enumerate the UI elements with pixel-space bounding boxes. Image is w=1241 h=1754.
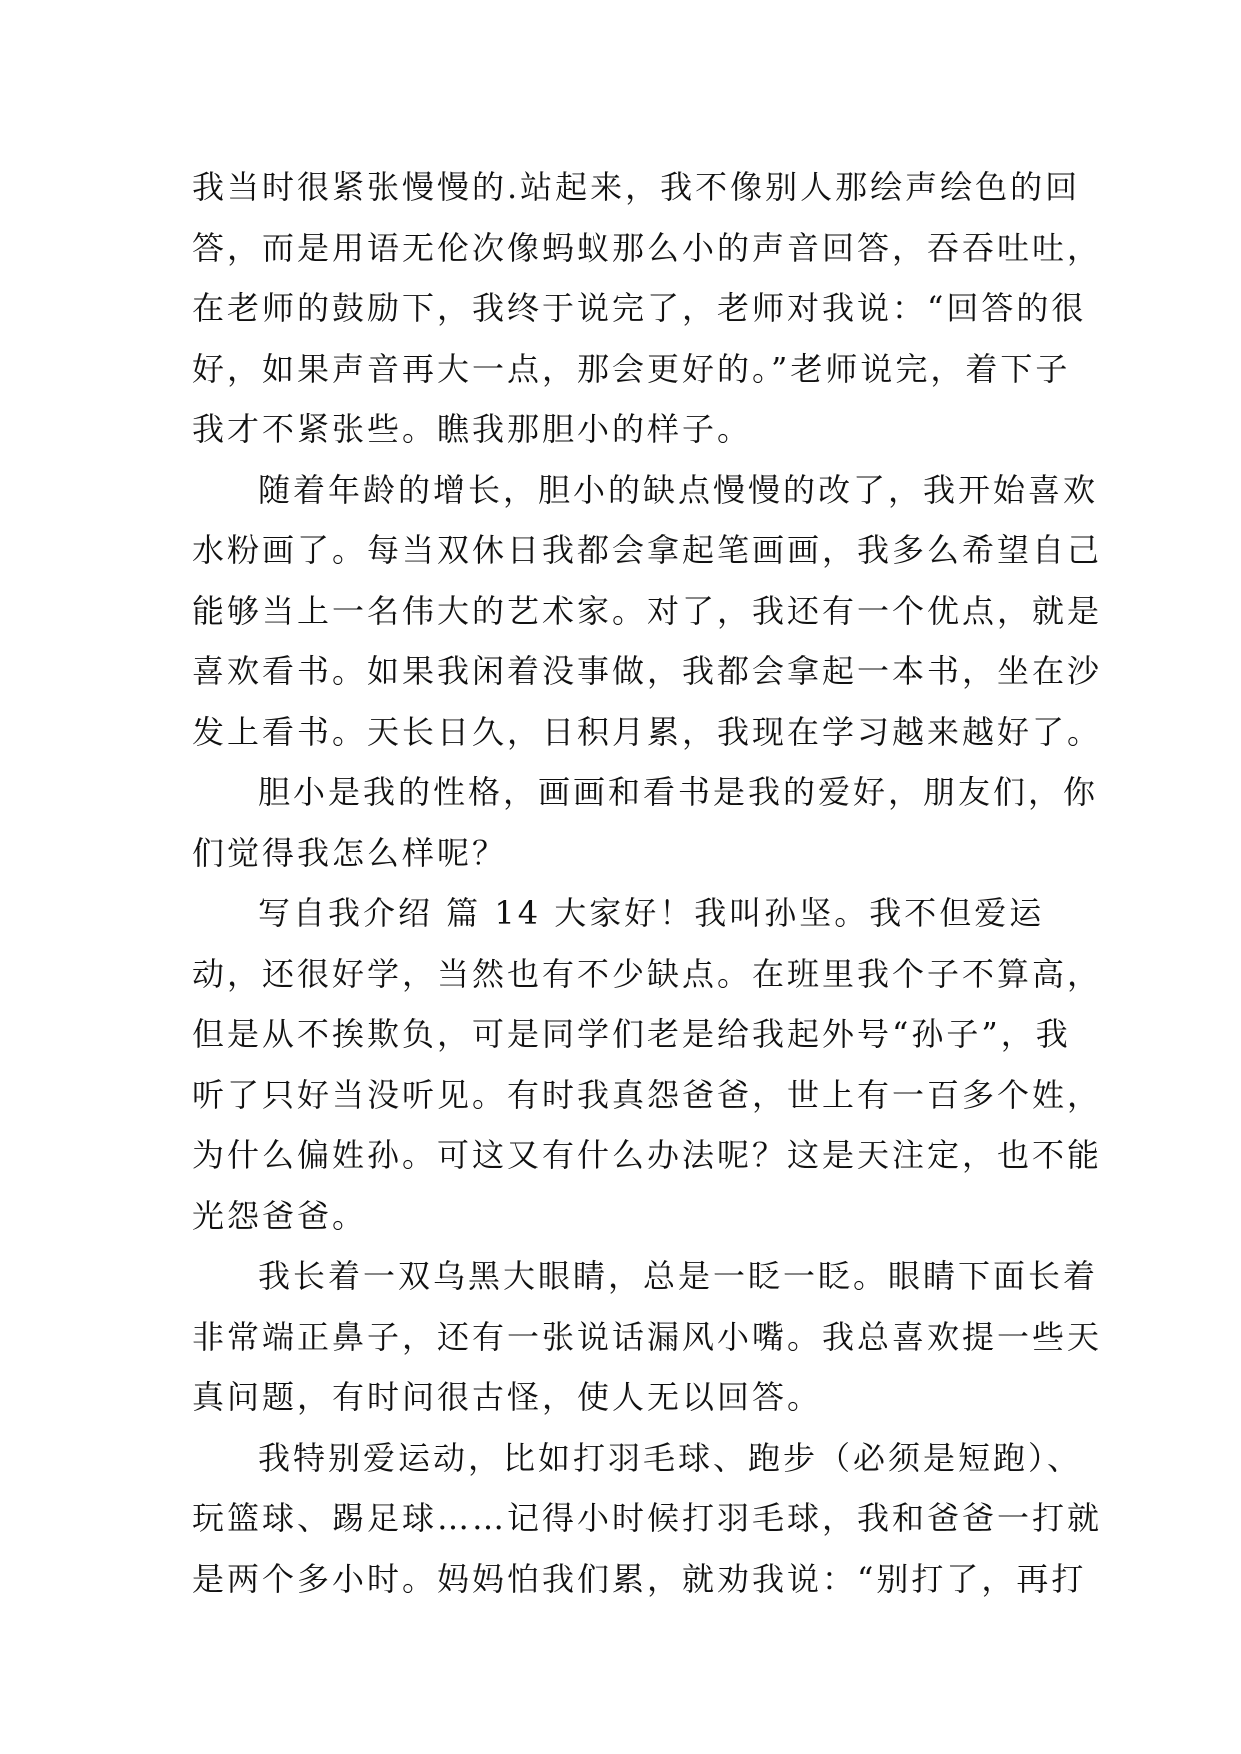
text-line: 为什么偏姓孙。可这又有什么办法呢？这是天注定，也不能 bbox=[192, 1136, 1103, 1174]
paragraph-first-line: 我特别爱运动，比如打羽毛球、跑步（必须是短跑）、 bbox=[258, 1438, 1083, 1477]
text-line: 喜欢看书。如果我闲着没事做，我都会拿起一本书，坐在沙 bbox=[192, 652, 1103, 690]
paragraph-first-line: 胆小是我的性格，画画和看书是我的爱好，朋友们，你 bbox=[258, 773, 1099, 811]
text-line: 真问题，有时问很古怪，使人无以回答。 bbox=[192, 1378, 823, 1416]
text-line: 玩篮球、踢足球……记得小时候打羽毛球，我和爸爸一打就 bbox=[192, 1499, 1103, 1537]
text-line: 听了只好当没听见。有时我真怨爸爸，世上有一百多个姓， bbox=[192, 1075, 1103, 1114]
text-line: 们觉得我怎么样呢？ bbox=[192, 833, 508, 872]
text-line: 在老师的鼓励下，我终于说完了，老师对我说：“回答的很 bbox=[192, 289, 1087, 327]
text-line: 我才不紧张些。瞧我那胆小的样子。 bbox=[192, 410, 753, 448]
text-line: 我当时很紧张慢慢的.站起来，我不像别人那绘声绘色的回 bbox=[192, 168, 1081, 206]
paragraph-first-line: 随着年龄的增长，胆小的缺点慢慢的改了，我开始喜欢 bbox=[258, 470, 1099, 509]
text-line: 水粉画了。每当双休日我都会拿起笔画画，我多么希望自己 bbox=[192, 531, 1103, 569]
section-heading-line: 写自我介绍 篇 14 大家好！我叫孙坚。我不但爱运 bbox=[258, 894, 1045, 932]
text-line: 能够当上一名伟大的艺术家。对了，我还有一个优点，就是 bbox=[192, 591, 1103, 630]
text-line: 但是从不挨欺负，可是同学们老是给我起外号“孙子”，我 bbox=[192, 1015, 1071, 1053]
text-line: 好，如果声音再大一点，那会更好的。”老师说完，着下子 bbox=[192, 349, 1071, 388]
paragraph-first-line: 我长着一双乌黑大眼睛，总是一眨一眨。眼睛下面长着 bbox=[258, 1257, 1099, 1295]
text-line: 答，而是用语无伦次像蚂蚁那么小的声音回答，吞吞吐吐， bbox=[192, 228, 1103, 267]
text-line: 发上看书。天长日久，日积月累，我现在学习越来越好了。 bbox=[192, 712, 1103, 751]
text-line: 动，还很好学，当然也有不少缺点。在班里我个子不算高， bbox=[192, 954, 1103, 993]
document-body bbox=[192, 157, 1103, 1609]
text-line: 非常端正鼻子，还有一张说话漏风小嘴。我总喜欢提一些天 bbox=[192, 1317, 1103, 1356]
text-line: 是两个多小时。妈妈怕我们累，就劝我说：“别打了，再打 bbox=[192, 1559, 1087, 1598]
text-line: 光怨爸爸。 bbox=[192, 1196, 368, 1235]
